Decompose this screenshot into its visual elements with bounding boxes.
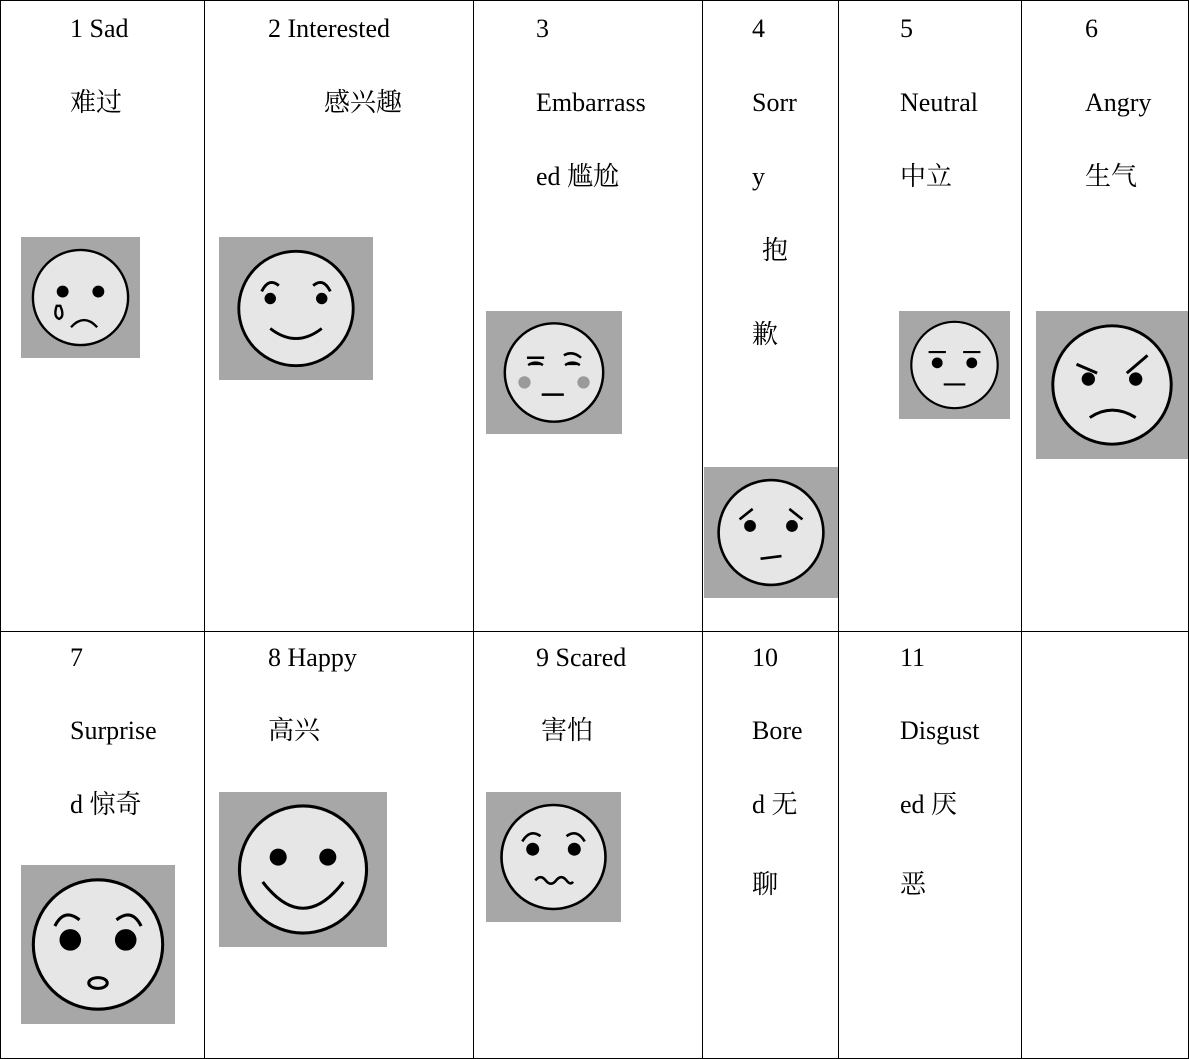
column-divider bbox=[473, 0, 474, 1059]
neutral-face-icon bbox=[899, 311, 1010, 419]
cell-label: 10 bbox=[752, 643, 778, 672]
table-border-left bbox=[0, 0, 1, 1059]
happy-face-icon bbox=[219, 792, 387, 947]
cell-label: 7 bbox=[70, 643, 83, 672]
column-divider bbox=[702, 0, 703, 1059]
cell-label: 4 bbox=[752, 14, 765, 43]
angry-face-icon bbox=[1036, 311, 1188, 459]
cell-label-zh: d 无 bbox=[752, 790, 798, 819]
sad-face-icon bbox=[21, 237, 140, 358]
embarrassed-face-icon bbox=[486, 311, 622, 434]
column-divider bbox=[204, 0, 205, 1059]
cell-label-zh: ed 厌 bbox=[900, 790, 958, 819]
cell-label-zh-cont: 恶 bbox=[900, 870, 927, 899]
cell-label: 9 Scared bbox=[536, 643, 627, 672]
column-divider bbox=[1021, 0, 1022, 1059]
cell-label-zh: 高兴 bbox=[268, 716, 321, 745]
cell-label-en: Angry bbox=[1085, 88, 1152, 117]
cell-label: 8 Happy bbox=[268, 643, 357, 672]
cell-label-zh: ed 尴尬 bbox=[536, 162, 620, 191]
cell-label-zh: 生气 bbox=[1085, 162, 1138, 191]
sorry-face-icon bbox=[704, 467, 838, 598]
row-divider bbox=[0, 631, 1189, 632]
cell-label-zh: 难过 bbox=[70, 88, 123, 117]
interested-face-icon bbox=[219, 237, 373, 380]
cell-label-en-cont: y bbox=[752, 162, 765, 191]
cell-label-zh-cont: 聊 bbox=[752, 870, 779, 899]
cell-label-zh: 感兴趣 bbox=[324, 88, 403, 117]
cell-label-zh-cont: 歉 bbox=[752, 320, 779, 349]
cell-label-en: Neutral bbox=[900, 88, 978, 117]
cell-label-en: Disgust bbox=[900, 716, 980, 745]
table-border-top bbox=[0, 0, 1189, 1]
cell-label-en: Embarrass bbox=[536, 88, 646, 117]
cell-label-en: Surprise bbox=[70, 716, 157, 745]
scared-face-icon bbox=[486, 792, 621, 922]
surprised-face-icon bbox=[21, 865, 175, 1024]
cell-label: 3 bbox=[536, 14, 549, 43]
cell-label: 11 bbox=[900, 643, 926, 672]
cell-label-zh: 害怕 bbox=[541, 716, 594, 745]
cell-label-zh: 中立 bbox=[900, 162, 953, 191]
cell-label: 5 bbox=[900, 14, 913, 43]
cell-label-en: Bore bbox=[752, 716, 803, 745]
column-divider bbox=[838, 0, 839, 1059]
cell-label: 6 bbox=[1085, 14, 1098, 43]
cell-label: 2 Interested bbox=[268, 14, 391, 43]
cell-label-zh: d 惊奇 bbox=[70, 790, 142, 819]
cell-label-zh: 抱 bbox=[762, 236, 789, 265]
cell-label: 1 Sad bbox=[70, 14, 129, 43]
cell-label-en: Sorr bbox=[752, 88, 797, 117]
